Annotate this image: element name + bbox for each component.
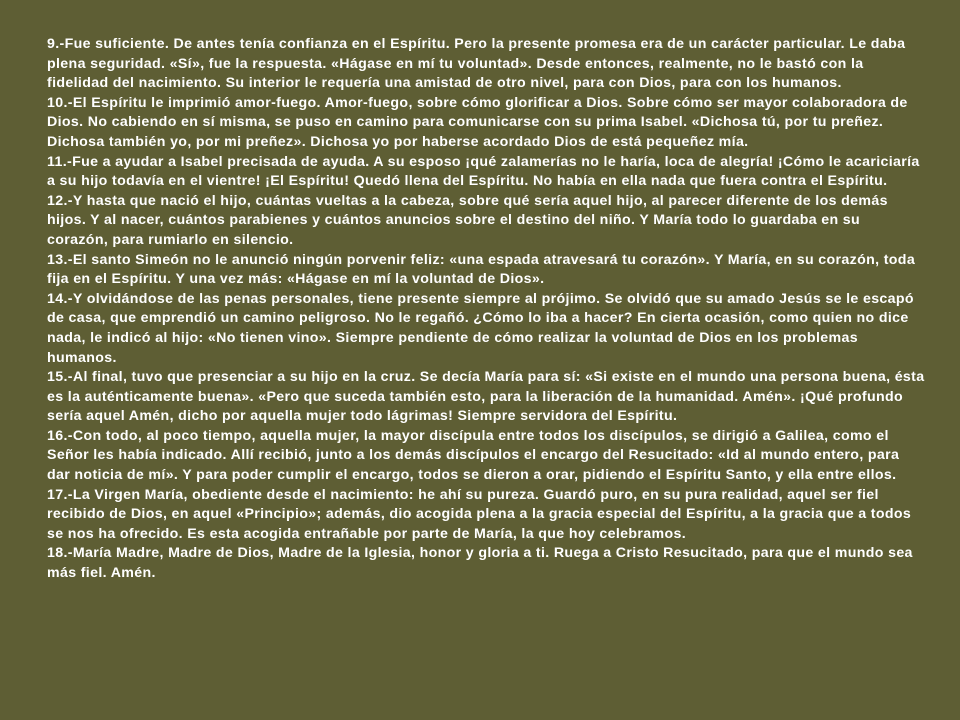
- paragraph-11: 11.-Fue a ayudar a Isabel precisada de ayuda. A su esposo ¡qué zalamerías no le haría, loca de alegría! ¡Cómo le acariciaría a su hijo todavía en el vientre! ¡El Espíritu! Quedó llena del Espíritu. No había en ella nada que fuera contra el Espíritu.: [47, 153, 920, 190]
- paragraph-10: 10.-El Espíritu le imprimió amor-fuego. Amor-fuego, sobre cómo glorificar a Dios. Sobre cómo ser mayor colaboradora de Dios. No cabiendo en sí misma, se puso en camino para comunicarse con su prima Isabel. «Dichosa tú, por tu preñez. Dichosa también yo, por mi preñez». Dichosa yo por haberse acordado Dios de está pequeñez mía.: [47, 94, 908, 150]
- paragraph-16: 16.-Con todo, al poco tiempo, aquella mujer, la mayor discípula entre todos los discípulos, se dirigió a Galilea, como el Señor les había indicado. Allí recibió, junto a los demás discípulos el encargo del Resucitado: «Id al mundo entero, para dar noticia de mí». Y para poder cumplir el encargo, todos se dieron a orar, pidiendo el Espíritu Santo, y ella entre ellos.: [47, 427, 900, 484]
- paragraph-12: 12.-Y hasta que nació el hijo, cuántas vueltas a la cabeza, sobre qué sería aquel hijo, al parecer diferente de los demás hijos. Y al nacer, cuántos parabienes y cuántos anuncios sobre el destino del niño. Y María todo lo guardaba en su corazón, para rumiarlo en silencio.: [47, 192, 888, 248]
- paragraph-15: 15.-Al final, tuvo que presenciar a su hijo en la cruz. Se decía María para sí: «Si existe en el mundo una persona buena, ésta es la auténticamente buena». «Pero que suceda también esto, para la liberación de la humanidad. Amén». ¡Qué profundo sería aquel Amén, dicho por aquella mujer todo lágrimas! Siempre servidora del Espíritu.: [47, 369, 925, 425]
- paragraph-14: 14.-Y olvidándose de las penas personales, tiene presente siempre al prójimo. Se olvidó que su amado Jesús se le escapó de casa, que emprendió un camino peligroso. No le regañó. ¿Cómo lo iba a hacer? En cierta ocasión, como quien no dice nada, le indicó al hijo: «No tienen vino». Siempre pendiente de cómo realizar la voluntad de Dios en los problemas humanos.: [47, 290, 914, 366]
- paragraph-13: 13.-El santo Simeón no le anunció ningún porvenir feliz: «una espada atravesará tu corazón». Y María, en su corazón, toda fija en el Espíritu. Y una vez más: «Hágase en mí la voluntad de Dios».: [47, 251, 916, 288]
- text-block: [47, 35, 925, 584]
- paragraph-17: 17.-La Virgen María, obediente desde el nacimiento: he ahí su pureza. Guardó puro, en su pura realidad, aquel ser fiel recibido de Dios, en aquel «Principio»; además, dio acogida plena a la gracia especial del Espíritu, a la gracia que a todos se nos ha ofrecido. Es esta acogida entrañable por parte de María, la que hoy celebramos.: [47, 486, 912, 542]
- paragraph-9: 9.-Fue suficiente. De antes tenía confianza en el Espíritu. Pero la presente promesa era de un carácter particular. Le daba plena seguridad. «Sí», fue la respuesta. «Hágase en mí tu voluntad». Desde entonces, realmente, no le bastó con la fidelidad del nacimiento. Su interior le requería una amistad de otro nivel, para con Dios, para con los humanos.: [47, 36, 906, 92]
- paragraph-18: 18.-María Madre, Madre de Dios, Madre de la Iglesia, honor y gloria a ti. Ruega a Cristo Resucitado, para que el mundo sea más fiel. Amén.: [47, 545, 913, 582]
